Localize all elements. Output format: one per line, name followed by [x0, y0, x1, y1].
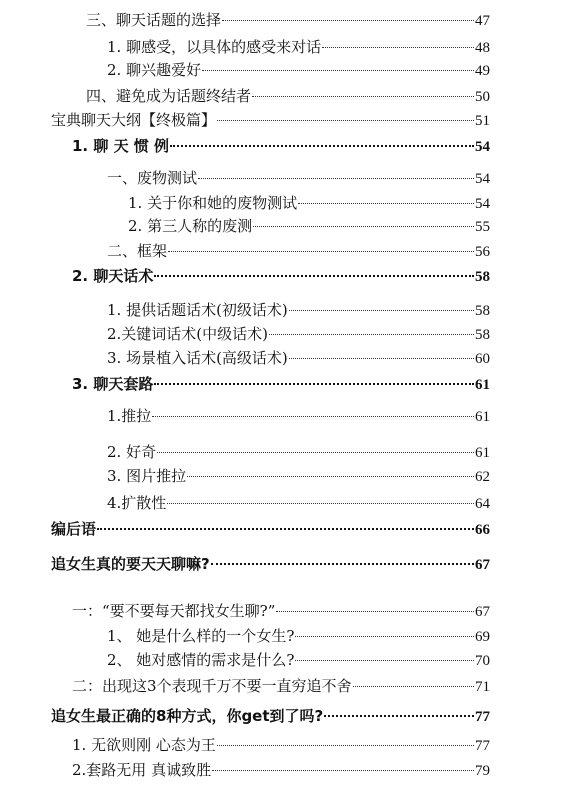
- dot-leader: [170, 145, 474, 147]
- toc-entry-title: 编后语: [51, 520, 97, 538]
- toc-entry-title: 1. 聊 天 惯 例: [72, 137, 170, 155]
- toc-entry-page: 61: [475, 409, 490, 425]
- dot-leader: [152, 416, 474, 417]
- toc-entry-page: 62: [475, 469, 490, 485]
- dot-leader: [212, 770, 474, 771]
- toc-entry[interactable]: [86, 10, 490, 31]
- toc-entry-title: 2.关键词话术(中级话术): [107, 325, 269, 343]
- dot-leader: [97, 528, 474, 530]
- toc-entry-title: 2. 好奇: [107, 443, 157, 461]
- toc-entry[interactable]: [107, 37, 490, 58]
- dot-leader: [168, 251, 474, 252]
- toc-entry[interactable]: [107, 650, 490, 671]
- dot-leader: [154, 275, 474, 277]
- toc-entry[interactable]: [72, 760, 490, 781]
- toc-entry-page: 60: [475, 351, 490, 367]
- toc-entry-title: 1、 她是什么样的一个女生?: [107, 627, 295, 645]
- toc-entry[interactable]: [72, 735, 490, 756]
- toc-entry-page: 77: [475, 738, 490, 754]
- dot-leader: [157, 452, 474, 453]
- toc-entry[interactable]: [128, 193, 490, 214]
- toc-entry[interactable]: [72, 266, 490, 287]
- toc-entry-title: 三、聊天话题的选择: [86, 11, 222, 29]
- dot-leader: [252, 96, 474, 97]
- toc-entry-page: 47: [475, 13, 490, 29]
- toc-entry-page: 61: [475, 445, 490, 461]
- toc-entry[interactable]: [107, 348, 490, 369]
- toc-entry-title: 4.扩散性: [107, 494, 167, 512]
- toc-entry-page: 70: [475, 653, 490, 669]
- dot-leader: [289, 310, 474, 311]
- dot-leader: [211, 563, 474, 565]
- toc-entry[interactable]: [72, 676, 490, 697]
- toc-entry[interactable]: [128, 216, 490, 237]
- toc-entry-page: 50: [475, 89, 490, 105]
- dot-leader: [154, 383, 474, 385]
- toc-entry-page: 79: [475, 763, 490, 779]
- toc-entry-page: 58: [475, 327, 490, 343]
- toc-entry-title: 四、避免成为话题终结者: [86, 87, 252, 105]
- dot-leader: [295, 636, 474, 637]
- toc-entry-page: 54: [475, 171, 490, 187]
- toc-entry-title: 2.套路无用 真诚致胜: [72, 761, 212, 779]
- toc-entry-page: 56: [475, 244, 490, 260]
- toc-entry-title: 一：“要不要每天都找女生聊?”: [72, 602, 276, 620]
- dot-leader: [289, 358, 474, 359]
- toc-entry[interactable]: [51, 706, 490, 727]
- toc-entry-page: 49: [475, 63, 490, 79]
- toc-entry-page: 66: [475, 522, 490, 538]
- dot-leader: [217, 120, 474, 121]
- toc-entry[interactable]: [107, 324, 490, 345]
- dot-leader: [269, 334, 474, 335]
- dot-leader: [295, 660, 474, 661]
- toc-entry-title: 1. 无欲则刚 心态为王: [72, 736, 216, 754]
- toc-entry-page: 67: [475, 604, 490, 620]
- toc-entry-title: 宝典聊天大纲【终极篇】: [51, 111, 217, 129]
- toc-entry[interactable]: [51, 554, 490, 575]
- toc-entry-title: 2. 聊天话术: [72, 267, 154, 285]
- toc-entry-title: 2. 第三人称的废测: [128, 217, 253, 235]
- toc-entry-title: 2. 聊兴趣爱好: [107, 61, 202, 79]
- toc-entry[interactable]: [107, 300, 490, 321]
- toc-entry[interactable]: [72, 601, 490, 622]
- toc-entry-title: 追女生真的要天天聊嘛?: [51, 555, 210, 573]
- toc-entry[interactable]: [107, 493, 490, 514]
- dot-leader: [322, 47, 474, 48]
- toc-entry[interactable]: [107, 168, 490, 189]
- toc-entry[interactable]: [72, 136, 490, 157]
- toc-entry-page: 54: [475, 139, 490, 155]
- toc-entry-page: 54: [475, 196, 490, 212]
- toc-entry-page: 71: [475, 679, 490, 695]
- dot-leader: [187, 476, 474, 477]
- toc-entry[interactable]: [107, 626, 490, 647]
- toc-entry-page: 51: [475, 113, 490, 129]
- toc-entry-page: 55: [475, 219, 490, 235]
- toc-entry-page: 58: [475, 269, 490, 285]
- toc-entry-page: 64: [475, 496, 490, 512]
- toc-entry[interactable]: [107, 466, 490, 487]
- dot-leader: [324, 715, 474, 717]
- toc-entry-title: 3. 聊天套路: [72, 375, 154, 393]
- toc-entry-title: 3. 图片推拉: [107, 467, 187, 485]
- toc-entry-page: 77: [475, 709, 490, 725]
- toc-entry-page: 58: [475, 303, 490, 319]
- toc-entry-page: 69: [475, 629, 490, 645]
- toc-entry-title: 2、 她对感情的需求是什么?: [107, 651, 295, 669]
- toc-entry[interactable]: [86, 86, 490, 107]
- toc-entry[interactable]: [51, 110, 490, 131]
- toc-entry[interactable]: [107, 241, 490, 262]
- toc-entry-page: 48: [475, 40, 490, 56]
- toc-entry-title: 1. 关于你和她的废物测试: [128, 194, 298, 212]
- dot-leader: [253, 226, 474, 227]
- toc-entry-page: 67: [475, 557, 490, 573]
- toc-entry-title: 3. 场景植入话术(高级话术): [107, 349, 288, 367]
- dot-leader: [217, 745, 474, 746]
- toc-entry[interactable]: [107, 442, 490, 463]
- toc-entry[interactable]: [72, 374, 490, 395]
- dot-leader: [167, 503, 474, 504]
- dot-leader: [202, 70, 474, 71]
- toc-entry[interactable]: [51, 519, 490, 540]
- toc-entry-title: 1. 聊感受，以具体的感受来对话: [107, 38, 322, 56]
- dot-leader: [222, 20, 474, 21]
- dot-leader: [198, 178, 474, 179]
- toc-entry-title: 1.推拉: [107, 407, 152, 425]
- dot-leader: [298, 203, 474, 204]
- toc-entry[interactable]: [107, 60, 490, 81]
- toc-entry-title: 1. 提供话题话术(初级话术): [107, 301, 288, 319]
- toc-entry-title: 二：出现这3个表现千万不要一直穷追不舍: [72, 677, 352, 695]
- toc-entry-page: 61: [475, 377, 490, 393]
- toc-entry-title: 二、框架: [107, 242, 168, 260]
- toc-entry[interactable]: [107, 406, 490, 427]
- toc-entry-title: 追女生最正确的8种方式，你get到了吗?: [51, 707, 324, 725]
- dot-leader: [353, 686, 474, 687]
- toc-entry-title: 一、废物测试: [107, 169, 198, 187]
- dot-leader: [276, 611, 474, 612]
